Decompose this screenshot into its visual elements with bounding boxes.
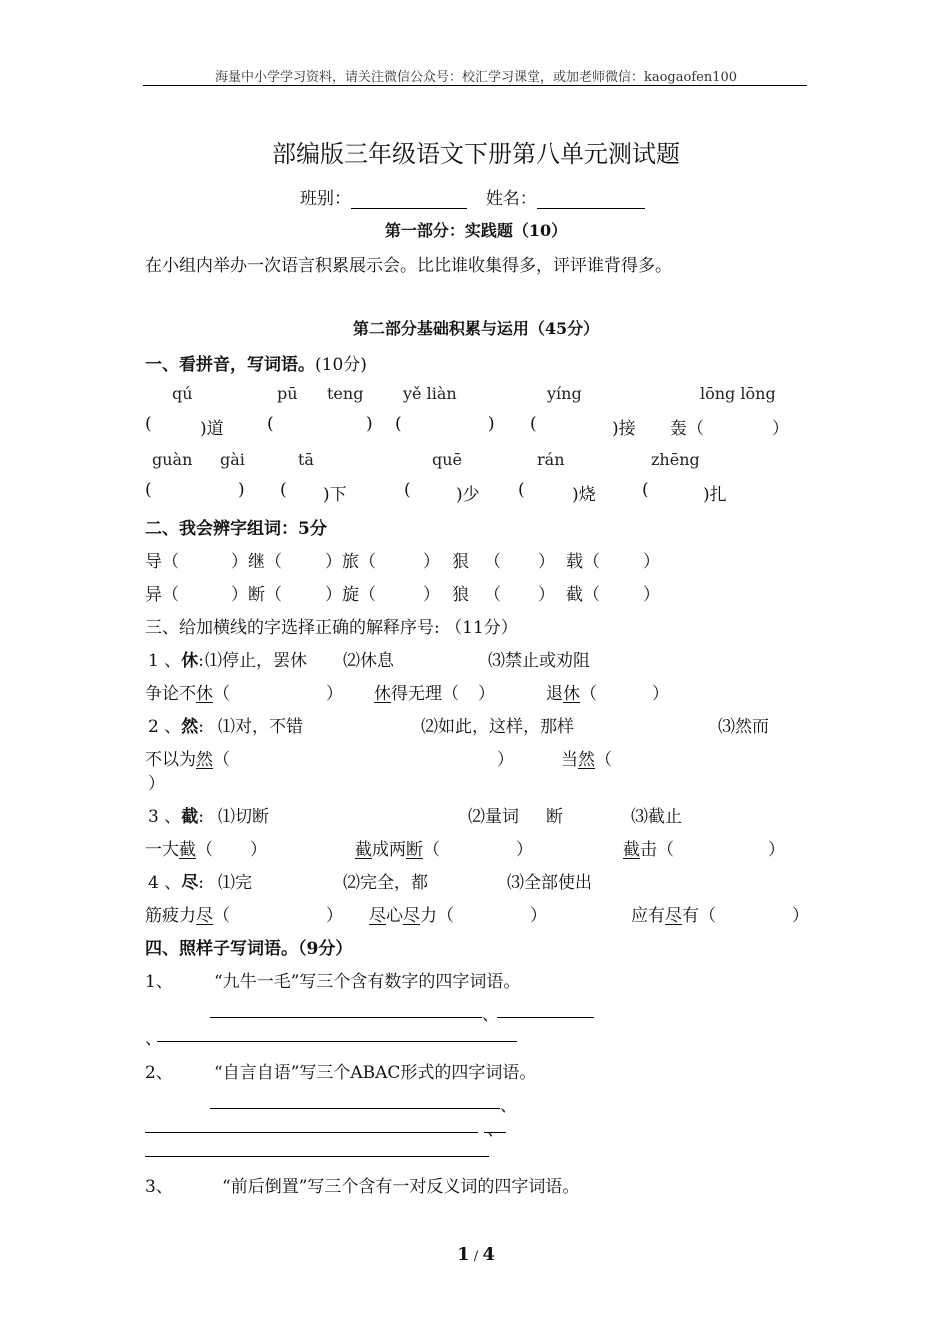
answer-bracket: ) (488, 414, 495, 434)
answer-bracket: ） (652, 684, 669, 704)
q1-title: 一、看拼音，写词语。 (145, 355, 315, 375)
q4-item-text: “九牛一毛”写三个含有数字的四字词语。 (214, 972, 521, 992)
char-cell: ） (423, 552, 440, 572)
answer-bracket: ( (145, 480, 152, 500)
definition: ⑴完 (218, 873, 252, 893)
definition: ⑵休息 (343, 651, 394, 671)
pinyin: pū (277, 384, 298, 403)
answer-bracket: ） (792, 906, 809, 926)
answer-bracket: ） (478, 684, 495, 704)
answer-bracket: ） (326, 906, 343, 926)
answer-bracket: )接 (612, 419, 636, 439)
item-number: 3 (148, 807, 159, 827)
word-item: 截成两断（ (355, 840, 440, 860)
char-cell: ）旅（ (325, 552, 376, 572)
answer-bracket: ） (772, 419, 789, 439)
char-cell: （ (484, 585, 501, 605)
answer-bracket: ） (497, 750, 514, 770)
word-item: 不以为然（ (145, 750, 230, 770)
part1-text: 在小组内举办一次语言积累展示会。比比谁收集得多，评评谁背得多。 (145, 256, 672, 276)
char-cell: ） (423, 585, 440, 605)
char-cell: 异（ (145, 585, 179, 605)
separator: 、 (145, 1029, 162, 1049)
answer-bracket: ) (366, 414, 373, 434)
q1-heading (145, 350, 367, 375)
current-page: 1 (457, 1244, 470, 1265)
answer-bracket: ( (518, 480, 525, 500)
pinyin: teng (327, 384, 364, 403)
answer-bracket: 轰（ (670, 419, 704, 439)
char-cell: 载（ (566, 552, 600, 572)
answer-bracket: ） (530, 906, 547, 926)
answer-bracket: ） (516, 840, 533, 860)
pinyin: rán (537, 450, 565, 469)
q2-heading: 二、我会辨字组词：5分 (145, 519, 327, 539)
pinyin: quē (432, 450, 463, 469)
char-cell: ） (538, 552, 555, 572)
answer-line[interactable] (210, 1108, 500, 1109)
word-item: 休得无理（ (374, 684, 459, 704)
page-header: 海量中小学学习资料，请关注微信公众号：校汇学习课堂，或加老师微信：kaogaofen100 (214, 70, 738, 85)
class-label: 班别： (300, 189, 351, 209)
item-char: 尽 (181, 873, 199, 893)
char-cell: ） (643, 585, 660, 605)
q1-score: (10分) (315, 355, 367, 375)
page-number (145, 1244, 807, 1265)
answer-bracket: )烧 (572, 485, 596, 505)
name-blank[interactable] (537, 190, 645, 209)
char-cell: ）旋（ (325, 585, 376, 605)
answer-bracket: ( (404, 480, 411, 500)
item-number: 1 (148, 651, 159, 671)
answer-line[interactable] (210, 1017, 482, 1018)
pinyin: gài (220, 450, 245, 469)
q4-item-text: “自言自语”写三个ABAC形式的四字词语。 (214, 1063, 537, 1083)
q3-item-4-label: 4 、尽: (148, 873, 204, 893)
q4-item-text: “前后倒置”写三个含有一对反义词的四字词语。 (222, 1177, 580, 1197)
separator: 、 (482, 1005, 499, 1025)
class-blank[interactable] (351, 190, 467, 209)
separator: 、 (500, 1096, 517, 1116)
pinyin: zhēng (651, 450, 700, 469)
answer-bracket: ） (768, 840, 785, 860)
answer-line[interactable] (145, 1132, 478, 1133)
item-number: 4 (148, 873, 159, 893)
part1-heading: 第一部分：实践题（10） (384, 221, 568, 240)
answer-bracket: ( (267, 414, 274, 434)
definition: ⑶禁止或劝阻 (488, 651, 590, 671)
answer-bracket: ( (642, 480, 649, 500)
answer-bracket: ） (326, 684, 343, 704)
answer-bracket: ) (238, 480, 245, 500)
char-cell: 狠 (452, 552, 469, 572)
definition: ⑵量词 (468, 807, 519, 827)
answer-bracket: ( (145, 414, 152, 434)
answer-bracket: ( (280, 480, 287, 500)
definition: 断 (546, 807, 563, 827)
q3-item-1-label: 1 、休: (148, 651, 204, 671)
char-cell: ）断（ (231, 585, 282, 605)
char-cell: ）继（ (231, 552, 282, 572)
q3-title: 三、给加横线的字选择正确的解释序号: (145, 618, 440, 638)
word-item: 应有尽有（ (631, 906, 716, 926)
q4-heading: 四、照样子写词语。（9分） (145, 939, 353, 959)
name-label: 姓名： (485, 189, 537, 209)
char-cell: ） (538, 585, 555, 605)
student-info (300, 184, 645, 209)
q4-item-number: 2、 (145, 1063, 173, 1083)
char-cell: ） (643, 552, 660, 572)
item-number: 2 (148, 717, 159, 737)
word-item: 一大截（ (145, 840, 213, 860)
definition: ⑶然而 (718, 717, 769, 737)
q3-item-2-label: 2 、然: (148, 717, 204, 737)
item-char: 截 (181, 807, 199, 827)
pinyin: lōng lōng (700, 384, 776, 403)
q4-item-number: 1、 (145, 972, 173, 992)
answer-bracket: ( (395, 414, 402, 434)
answer-line[interactable] (497, 1017, 594, 1018)
part2-heading: 第二部分基础积累与运用（45分） (352, 319, 600, 338)
word-item: 筋疲力尽（ (145, 906, 230, 926)
word-item: 当然（ (561, 750, 612, 770)
pinyin: tā (298, 450, 314, 469)
q3-heading (145, 613, 518, 638)
answer-line[interactable] (145, 1156, 489, 1157)
pinyin: guàn (152, 450, 193, 469)
pinyin: yíng (547, 384, 582, 403)
page-title: 部编版三年级语文下册第八单元测试题 (272, 140, 680, 168)
word-item: 尽心尽力（ (369, 906, 454, 926)
word-item: 截击（ (623, 840, 674, 860)
page-separator: / (473, 1249, 479, 1264)
pinyin: yě liàn (403, 384, 457, 403)
definition: ⑶截止 (631, 807, 682, 827)
item-char: 然 (181, 717, 199, 737)
definition: ⑵如此，这样，那样 (421, 717, 574, 737)
answer-line[interactable] (157, 1041, 517, 1042)
answer-bracket: )下 (323, 485, 347, 505)
answer-bracket: )少 (456, 485, 480, 505)
word-item: 争论不休（ (145, 684, 230, 704)
definition: ⑶全部使出 (507, 873, 592, 893)
word-item: 退休（ (546, 684, 597, 704)
q4-item-number: 3、 (145, 1177, 173, 1197)
char-cell: 狼 (452, 585, 469, 605)
char-cell: 导（ (145, 552, 179, 572)
total-pages: 4 (482, 1244, 495, 1265)
answer-line[interactable] (484, 1132, 506, 1133)
q3-score: （11分） (445, 618, 518, 638)
answer-bracket: )扎 (703, 485, 727, 505)
definition: ⑴切断 (218, 807, 269, 827)
answer-bracket: ( (530, 414, 537, 434)
item-char: 休 (181, 651, 199, 671)
char-cell: （ (484, 552, 501, 572)
answer-bracket: ） (250, 840, 267, 860)
definition: ⑵完全，都 (343, 873, 428, 893)
pinyin: qú (172, 384, 193, 403)
answer-bracket: ） (148, 774, 165, 794)
definition: ⑴对，不错 (218, 717, 303, 737)
char-cell: 截（ (566, 585, 600, 605)
header-divider (143, 85, 807, 86)
separator: 、 (487, 1120, 504, 1140)
definition: ⑴停止，罢休 (205, 651, 307, 671)
answer-bracket: )道 (200, 419, 224, 439)
q3-item-3-label: 3 、截: (148, 807, 204, 827)
